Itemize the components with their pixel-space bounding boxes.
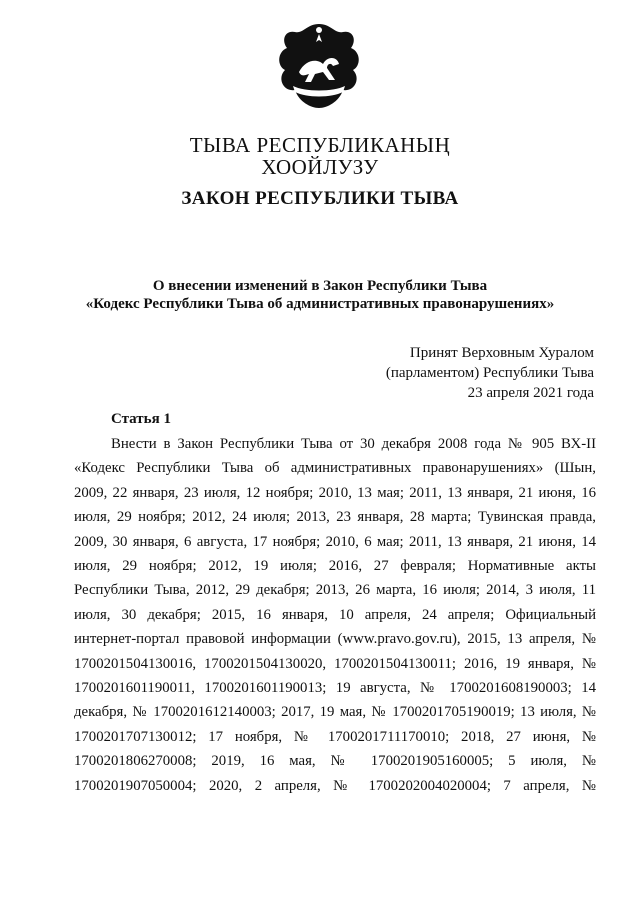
law-word-tuvan: ХООЙЛУЗУ [261, 155, 379, 179]
article-text-line: интернет-портал правовой информации (www.pravo.gov.ru), 2015, 13 апреля, № [74, 631, 596, 648]
article-text-line: 2009, 22 января, 23 июля, 12 ноября; 2010, 13 мая; 2011, 13 января, 21 июня, 16 [74, 484, 596, 501]
article-text-line: Внести в Закон Республики Тыва от 30 декабря 2008 года № 905 ВХ-II [111, 436, 596, 452]
article-text-line: июля, 30 декабря; 2015, 16 января, 10 апреля, 24 апреля; Официальный [74, 606, 596, 623]
article-text-line: Республики Тыва, 2012, 29 декабря; 2013, 26 марта, 16 июля; 2014, 3 июля, 11 [74, 582, 596, 599]
article-text-line: 2009, 30 января, 6 августа, 17 ноября; 2010, 6 мая; 2011, 13 января, 21 июня, 14 [74, 533, 596, 550]
article-text-line: 1700201601190011, 1700201601190013; 19 августа, № 1700201608190003; 14 [74, 680, 596, 697]
document-title: ЗАКОН РЕСПУБЛИКИ ТЫВА [181, 188, 459, 209]
republic-name-tuvan: ТЫВА РЕСПУБЛИКАНЫҢ [189, 133, 451, 157]
law-name-line-2: «Кодекс Республики Тыва об административных правонарушениях» [85, 296, 555, 312]
article-text-line: декабря, № 1700201612140003; 2017, 19 мая, № 1700201705190019; 13 июля, № [74, 704, 596, 721]
adoption-line-2: (парламентом) Республики Тыва [385, 365, 594, 381]
article-text-line: 1700201504130016, 1700201504130020, 1700201504130011; 2016, 19 января, № [74, 655, 596, 672]
article-text-line: 1700201707130012; 17 ноября, № 1700201711170010; 2018, 27 июня, № [74, 728, 596, 745]
adoption-info [334, 343, 594, 403]
article-heading: Статья 1 [111, 411, 171, 427]
coat-of-arms-emblem [273, 20, 365, 112]
adoption-line-1: Принят Верховным Хуралом [409, 345, 594, 361]
adoption-date: 23 апреля 2021 года [467, 385, 594, 401]
article-text-line: 1700201806270008; 2019, 16 мая, № 1700201905160005; 5 июля, № [74, 753, 596, 770]
article-body [74, 432, 596, 798]
article-text-line: «Кодекс Республики Тыва об административных правонарушениях» (Шын, [74, 460, 596, 477]
article-text-line: 1700201907050004; 2020, 2 апреля, № 1700202004020004; 7 апреля, № [74, 777, 596, 794]
law-name-line-1: О внесении изменений в Закон Республики Тыва [152, 278, 488, 294]
article-text-line: июля, 29 ноября; 2012, 24 июля; 2013, 23 января, 28 марта; Тувинская правда, [74, 509, 596, 526]
article-text-line: июля, 29 ноября; 2012, 19 июля; 2016, 27 февраля; Нормативные акты [74, 558, 596, 575]
